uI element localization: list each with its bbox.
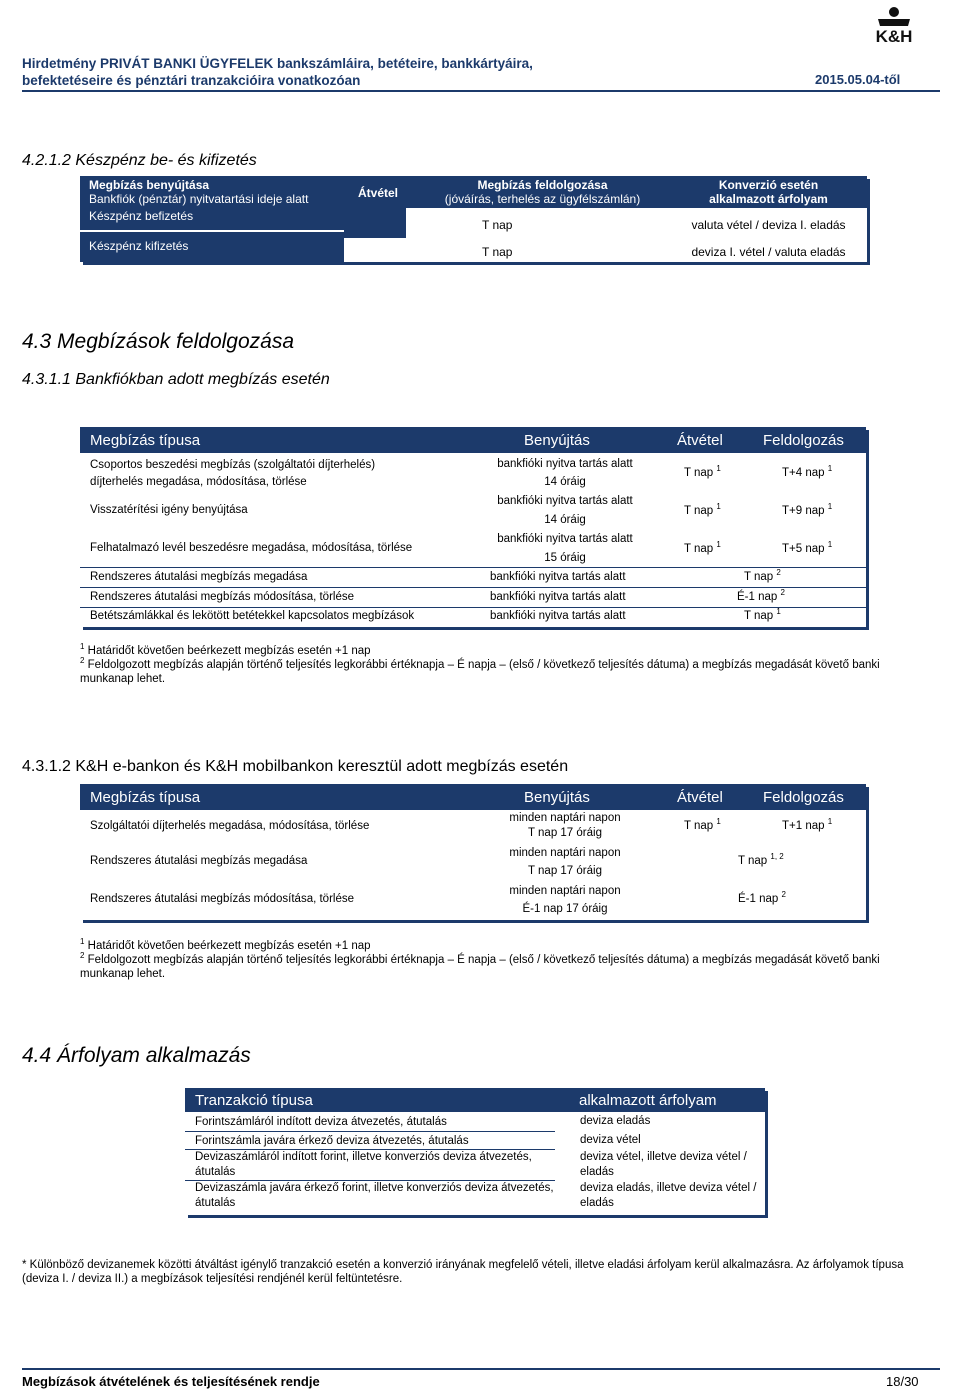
ebank-row1-accept	[684, 819, 721, 834]
ebank-row3-sub2: É-1 nap 17 óráig	[522, 903, 608, 915]
rate-row4-rate: deviza eladás, illetve deviza vétel / eladás	[580, 1182, 757, 1209]
ebank-row1-accept-sup: 1	[716, 817, 721, 827]
title-line-2: befektetéseire és pénztári tranzakcióira vonatkozóan	[22, 73, 361, 88]
branch-row5-merged-sup: 2	[780, 588, 785, 598]
cash-col1-sub: Bankfiók (pénztár) nyitvatartási ideje alatt	[89, 192, 309, 206]
branch-row5-type: Rendszeres átutalási megbízás módosítása, törlése	[90, 591, 354, 603]
ebank-row2-sub1: minden naptári napon	[509, 847, 621, 859]
ebank-row1-process-sup: 1	[827, 817, 833, 827]
branch-row1-accept	[684, 466, 721, 481]
ebank-row1-sub2: T nap 17 óráig	[528, 827, 602, 839]
cash-row2-rate: deviza I. vétel / valuta eladás	[691, 245, 846, 259]
ebank-row1-process-text: T+1 nap	[782, 820, 825, 832]
branch-hdr-submit: Benyújtás	[524, 432, 590, 449]
branch-row4-sub1: bankfióki nyitva tartás alatt	[490, 571, 626, 583]
branch-footnote-2-text: Feldolgozott megbízás alapján történő teljesítés legkorábbi értéknapja – É napja – (első / következő teljesítés dátuma) a megbízás megadását követő banki munkanap lehet.	[80, 659, 880, 685]
document-title	[22, 55, 533, 89]
branch-row5-merged	[737, 590, 785, 605]
branch-row2-sub2: 14 óráig	[544, 514, 586, 526]
branch-row1-process-text: T+4 nap	[782, 467, 825, 479]
title-line-1: Hirdetmény PRIVÁT BANKI ÜGYFELEK bankszámláira, betéteire, bankkártyáira,	[22, 56, 533, 71]
branch-row3-process-sup: 1	[827, 540, 833, 550]
cash-col4-sub: alkalmazott árfolyam	[709, 192, 828, 206]
logo-text: K&H	[875, 27, 913, 46]
branch-row4-merged-sup: 2	[776, 568, 781, 578]
branch-row-divider	[80, 587, 866, 588]
cash-row1-rate: valuta vétel / deviza I. eladás	[691, 218, 846, 232]
ebank-footnote-1-num: 1	[80, 937, 85, 947]
ebank-hdr-submit: Benyújtás	[524, 789, 590, 806]
cash-row1-label: Készpénz befizetés	[89, 209, 194, 223]
footer-rule	[22, 1368, 940, 1370]
section-43-heading: 4.3 Megbízások feldolgozása	[22, 330, 295, 353]
rate-row1-type: Forintszámláról indított deviza átvezetés, átutalás	[195, 1116, 447, 1128]
branch-row1-accept-sup: 1	[716, 464, 721, 474]
cash-row1-proc: T nap	[482, 218, 513, 232]
ebank-row2-type: Rendszeres átutalási megbízás megadása	[90, 855, 308, 867]
rate-row2-rate: deviza vétel	[580, 1134, 641, 1146]
ebank-row3-merged-sup: 2	[781, 890, 786, 900]
cash-table	[80, 176, 867, 262]
branch-row2-process	[782, 504, 832, 519]
branch-row6-merged	[744, 609, 781, 624]
ebank-row2-merged-sup: 1, 2	[770, 852, 784, 862]
cash-row2-label: Készpénz kifizetés	[89, 239, 189, 253]
rate-hdr-rate: alkalmazott árfolyam	[579, 1092, 717, 1109]
branch-footnote-1	[80, 644, 930, 658]
ebank-hdr-process: Feldolgozás	[763, 789, 844, 806]
branch-row1-type: Csoportos beszedési megbízás (szolgáltatói díjterhelés)	[90, 459, 376, 471]
rate-row-divider	[185, 1131, 555, 1132]
section-4212-heading: 4.2.1.2 Készpénz be- és kifizetés	[22, 152, 257, 169]
ebank-footnote-2-num: 2	[80, 951, 85, 961]
ebank-hdr-accept: Átvétel	[677, 789, 723, 806]
branch-row3-process	[782, 542, 832, 557]
branch-row2-sub1: bankfióki nyitva tartás alatt	[497, 495, 633, 507]
branch-row3-accept-sup: 1	[716, 540, 721, 550]
ebank-row2-sub2: T nap 17 óráig	[528, 865, 602, 877]
ebank-row2-merged-text: T nap	[738, 855, 768, 867]
branch-row1-accept-text: T nap	[684, 467, 714, 479]
cash-col2-title: Átvétel	[358, 186, 399, 200]
ebank-row2-merged	[738, 854, 784, 869]
page-number: 18/30	[886, 1374, 919, 1389]
branch-row4-type: Rendszeres átutalási megbízás megadása	[90, 571, 308, 583]
branch-row4-merged-text: T nap	[744, 571, 774, 583]
branch-footnote-1-num: 1	[80, 642, 85, 652]
ebank-row3-type: Rendszeres átutalási megbízás módosítása, törlése	[90, 893, 354, 905]
ebank-footnote-2-text: Feldolgozott megbízás alapján történő teljesítés legkorábbi értéknapja – É napja – (első / következő teljesítés dátuma) a megbízás megadását követő banki munkanap lehet.	[80, 954, 880, 980]
branch-row6-sub1: bankfióki nyitva tartás alatt	[490, 610, 626, 622]
ebank-row1-type: Szolgáltatói díjterhelés megadása, módosítása, törlése	[90, 820, 370, 832]
branch-row1-type2: díjterhelés megadása, módosítása, törlése	[90, 476, 307, 488]
branch-row1-process-sup: 1	[827, 464, 833, 474]
ebank-table	[80, 784, 866, 920]
branch-hdr-process: Feldolgozás	[763, 432, 844, 449]
cash-row2-proc: T nap	[482, 245, 513, 259]
branch-row5-sub1: bankfióki nyitva tartás alatt	[490, 591, 626, 603]
section-4312-heading: 4.3.1.2 K&H e-bankon és K&H mobilbankon keresztül adott megbízás esetén	[22, 758, 569, 775]
cash-col3-sub: (jóváírás, terhelés az ügyfélszámlán)	[444, 192, 641, 206]
rate-row3-type: Devizaszámláról indított forint, illetve konverziós deviza átvezetés, átutalás	[195, 1151, 532, 1178]
kh-logo	[868, 5, 920, 45]
rate-hdr-type: Tranzakció típusa	[195, 1092, 313, 1109]
rate-row2-type: Forintszámla javára érkező deviza átvezetés, átutalás	[195, 1135, 469, 1147]
ebank-row1-sub1: minden naptári napon	[509, 812, 621, 824]
branch-row2-process-sup: 1	[827, 502, 833, 512]
cash-col4-title: Konverzió esetén	[718, 178, 819, 192]
ebank-footnotes	[80, 939, 930, 981]
ebank-row1-accept-text: T nap	[684, 820, 714, 832]
branch-row4-merged	[744, 570, 781, 585]
ebank-footnote-1-text: Határidőt követően beérkezett megbízás esetén +1 nap	[87, 940, 371, 952]
branch-row5-merged-text: É-1 nap	[737, 591, 778, 603]
rate-table	[185, 1088, 765, 1215]
branch-row6-merged-sup: 1	[776, 607, 781, 617]
branch-row6-type: Betétszámlákkal és lekötött betétekkel kapcsolatos megbízások	[90, 610, 415, 622]
branch-hdr-accept: Átvétel	[677, 432, 723, 449]
ebank-row3-merged-text: É-1 nap	[738, 893, 779, 905]
branch-table	[80, 427, 866, 627]
cash-col1-title: Megbízás benyújtása	[89, 178, 210, 192]
branch-row2-accept-sup: 1	[716, 502, 721, 512]
branch-row3-accept	[684, 542, 721, 557]
branch-row2-accept	[684, 504, 721, 519]
branch-row2-accept-text: T nap	[684, 505, 714, 517]
ebank-row3-merged	[738, 892, 786, 907]
cash-col3-title: Megbízás feldolgozása	[477, 178, 608, 192]
effective-date: 2015.05.04-től	[815, 72, 901, 87]
rate-row1-rate: deviza eladás	[580, 1115, 651, 1127]
branch-footnote-1-text: Határidőt követően beérkezett megbízás esetén +1 nap	[87, 645, 371, 657]
branch-row-divider	[80, 607, 866, 608]
branch-footnote-2	[80, 658, 930, 686]
branch-hdr-type: Megbízás típusa	[90, 432, 201, 449]
branch-row3-process-text: T+5 nap	[782, 543, 825, 555]
rate-row4-type: Devizaszámla javára érkező forint, illetve konverziós deviza átvezetés, átutalás	[195, 1182, 554, 1209]
section-44-heading: 4.4 Árfolyam alkalmazás	[22, 1044, 251, 1067]
branch-row1-process	[782, 466, 832, 481]
ebank-hdr-type: Megbízás típusa	[90, 789, 201, 806]
branch-row2-type: Visszatérítési igény benyújtása	[90, 504, 248, 516]
branch-row6-merged-text: T nap	[744, 610, 774, 622]
branch-row2-process-text: T+9 nap	[782, 505, 825, 517]
branch-footnotes	[80, 644, 930, 686]
ebank-footnote-1	[80, 939, 930, 953]
branch-row3-sub2: 15 óráig	[544, 552, 586, 564]
branch-row1-sub1: bankfióki nyitva tartás alatt	[497, 458, 633, 470]
footer-title: Megbízások átvételének és teljesítésének rendje	[22, 1374, 320, 1389]
branch-footnote-2-num: 2	[80, 656, 85, 666]
rate-row3-rate: deviza vétel, illetve deviza vétel / eladás	[580, 1151, 747, 1178]
branch-row1-sub2: 14 óráig	[544, 476, 586, 488]
branch-row3-accept-text: T nap	[684, 543, 714, 555]
branch-row-divider	[80, 567, 866, 568]
section-4311-heading: 4.3.1.1 Bankfiókban adott megbízás esetén	[22, 371, 330, 388]
ebank-row1-process	[782, 819, 832, 834]
branch-row3-sub1: bankfióki nyitva tartás alatt	[497, 533, 633, 545]
header-rule	[22, 90, 940, 92]
rate-note: * Különböző devizanemek közötti átváltást igénylő tranzakció esetén a konverzió irányának megfelelő vételi, illetve eladási árfolyam kerül alkalmazásra. Az árfolyamok típusa (deviza I. / deviza II.) a megbízások teljesítési rendjénél kerül feltüntetésre.	[22, 1259, 904, 1285]
ebank-row3-sub1: minden naptári napon	[509, 885, 621, 897]
branch-row3-type: Felhatalmazó levél beszedésre megadása, módosítása, törlése	[90, 542, 413, 554]
ebank-footnote-2	[80, 953, 930, 981]
